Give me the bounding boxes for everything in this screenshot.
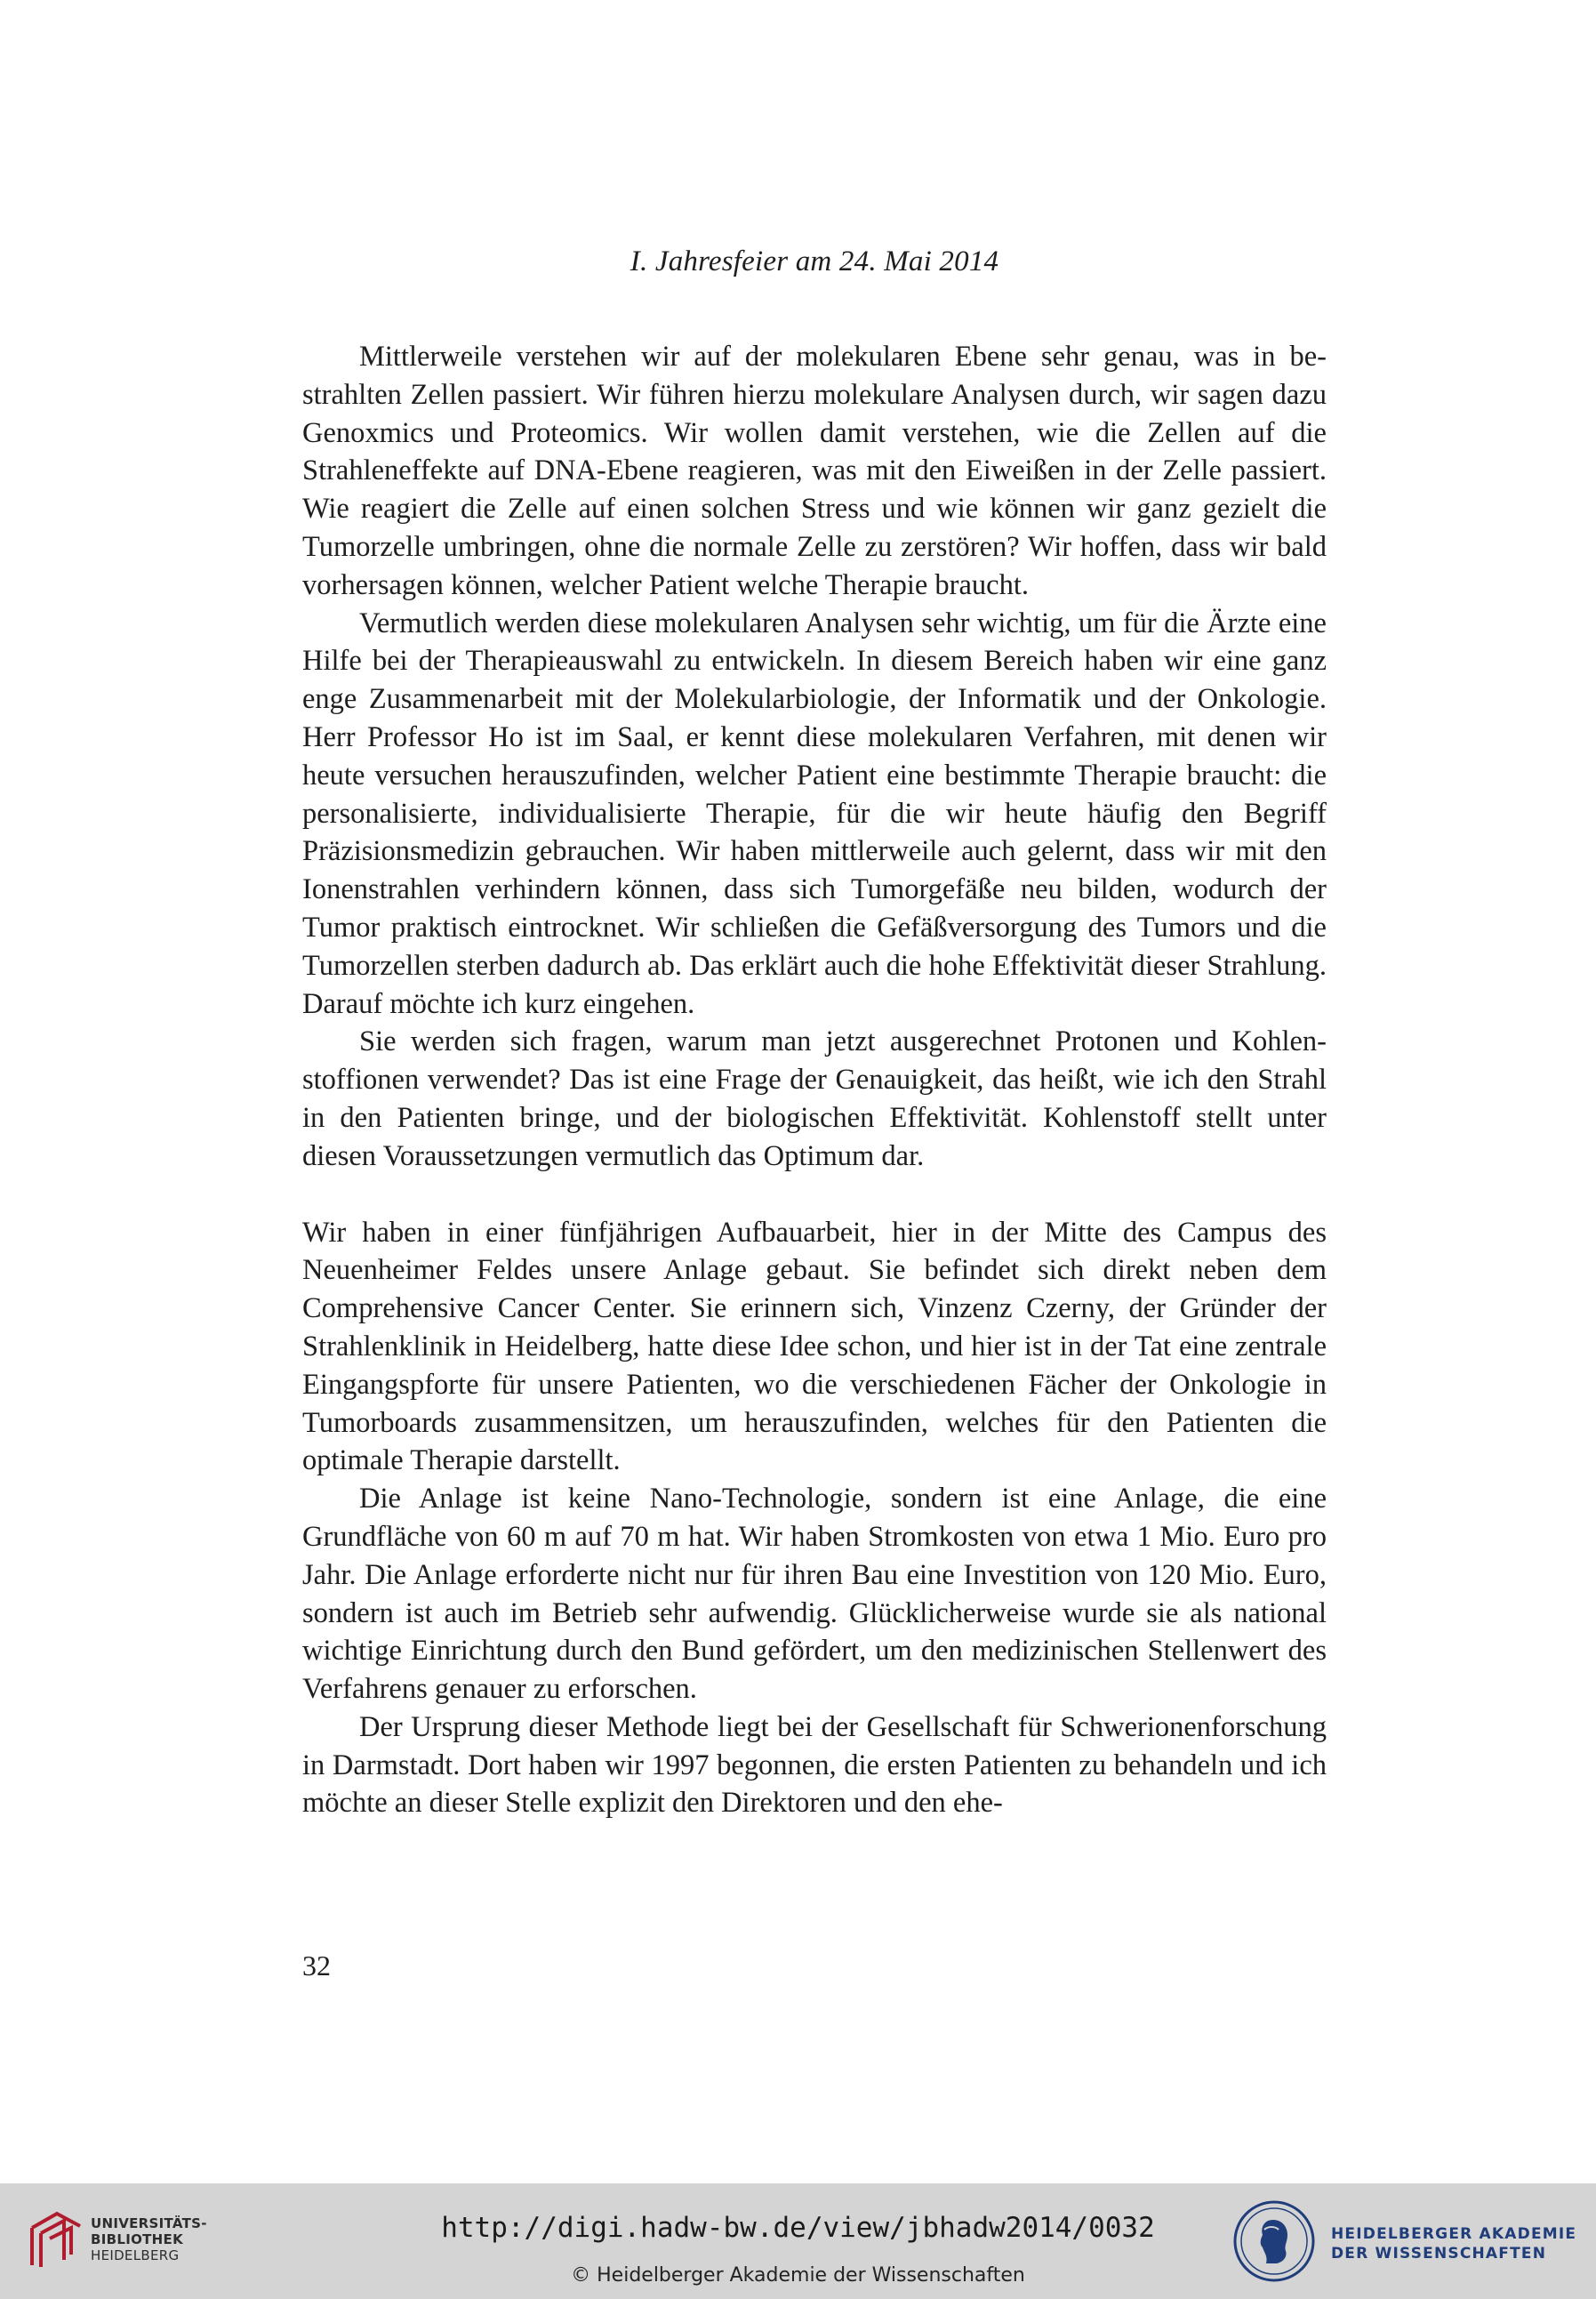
digitization-footer [0,2183,1596,2299]
ub-line-2: BIBLIOTHEK [91,2231,183,2247]
hadw-wordmark [1331,2224,1576,2263]
paragraph-1: Mittlerweile verstehen wir auf der molekularen Ebene sehr genau, was in bestrahlten Zellen passiert. Wir führen hierzu molekulare Analysen durch, wir sagen dazu Genoxmics und Proteomics. Wir wollen damit verstehen, wie die Zellen auf die Strahleneffekte auf DNA-Ebene reagieren, was mit den Eiweißen in der Zelle passiert. Wie reagiert die Zelle auf einen solchen Stress und wie können wir ganz gezielt die Tumorzelle umbringen, ohne die normale Zelle zu zerstören? Wir hoffen, dass wir bald vorhersagen können, welcher Patient welche Therapie braucht. [302,341,1327,601]
running-head: I. Jahresfeier am 24. Mai 2014 [630,245,999,277]
hadw-line-2: DER WISSENSCHAFTEN [1331,2245,1547,2263]
hadw-seal-icon [1232,2199,1316,2283]
copyright-notice: © Heidelberger Akademie der Wissenschaften [571,2264,1025,2287]
paragraph-2: Vermutlich werden diese molekularen Analysen sehr wichtig, um für die Ärzte eine Hilfe bei der Therapieauswahl zu entwickeln. In diesem Bereich haben wir eine ganz enge Zusammenarbeit mit der Molekularbiologie, der Informatik und der Onkologie. Herr Professor Ho ist im Saal, er kennt diese molekularen Verfahren, mit denen wir heute versuchen herauszufinden, welcher Patient eine bestimmte Therapie braucht: die personalisierte, individualisierte Therapie, für die wir heute häufig den Begriff Präzisionsmedizin gebrauchen. Wir haben mittlerweile auch gelernt, dass wir mit den Ionenstrahlen verhindern können, dass sich Tumorgefäße neu bilden, wodurch der Tumor praktisch eintrocknet. Wir schließen die Gefäßversorgung des Tumors und die Tumorzellen sterben dadurch ab. Das erklärt auch die hohe Effektivität dieser Strahlung. Darauf möchte ich kurz eingehen. [302,607,1327,1020]
page-number: 32 [302,1949,331,1981]
paragraph-3: Sie werden sich fragen, warum man jetzt ausgerechnet Protonen und Kohlenstoffionen verwendet? Das ist eine Frage der Genauigkeit, das heißt, wie ich den Strahl in den Patienten bringe, und der biologischen Effektivität. Kohlenstoff stellt unter diesen Voraussetzungen vermutlich das Optimum dar. [302,1025,1327,1172]
paragraph-4: Wir haben in einer fünfjährigen Aufbauarbeit, hier in der Mitte des Campus des Neuenheimer Feldes unsere Anlage gebaut. Sie befindet sich direkt neben dem Comprehensive Cancer Center. Sie erinnern sich, Vinzenz Czerny, der Gründer der Strahlenklinik in Heidelberg, hatte diese Idee schon, und hier ist in der Tat eine zentrale Eingangspforte für unsere Patienten, wo die verschiedenen Fächer der Onkologie in Tumorboards zusammensitzen, um herauszufinden, welches für den Patienten die optimale Therapie darstellt. [302,1216,1327,1477]
paragraph-6: Der Ursprung dieser Methode liegt bei der Gesellschaft für Schwerionenforschung in Darmstadt. Dort haben wir 1997 begonnen, die ersten Patienten zu behandeln und ich möchte an dieser Stelle explizit den Direktoren und den ehe- [302,1710,1327,1820]
paragraph-5: Die Anlage ist keine Nano-Technologie, sondern ist eine Anlage, die eine Grundfläche von 60 m auf 70 m hat. Wir haben Stromkosten von etwa 1 Mio. Euro pro Jahr. Die Anlage erforderte nicht nur für ihren Bau eine Investition von 120 Mio. Euro, sondern ist auch im Betrieb sehr aufwendig. Glücklicherweise wurde sie als national wichtige Einrichtung durch den Bund gefördert, um den medizinischen Stellenwert des Verfahrens genauer zu erforschen. [302,1483,1327,1706]
section-gap [302,1176,1327,1214]
ub-line-3: HEIDELBERG [91,2247,180,2263]
body-text [302,338,1327,1822]
permalink-url[interactable]: http://digi.hadw-bw.de/view/jbhadw2014/0032 [441,2212,1155,2244]
hadw-line-1: HEIDELBERGER AKADEMIE [1331,2225,1577,2243]
ub-line-1: UNIVERSITÄTS- [91,2215,207,2231]
